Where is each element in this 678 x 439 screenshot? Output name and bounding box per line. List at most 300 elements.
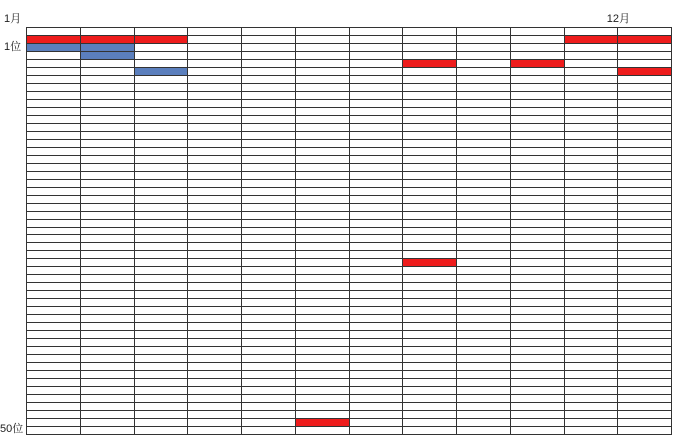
ranking-cell	[188, 108, 242, 116]
ranking-cell	[296, 331, 350, 339]
ranking-cell	[511, 299, 565, 307]
ranking-cell	[457, 132, 511, 140]
ranking-cell	[565, 323, 619, 331]
ranking-cell	[350, 116, 404, 124]
ranking-cell	[296, 395, 350, 403]
ranking-cell	[403, 235, 457, 243]
ranking-cell	[618, 275, 672, 283]
ranking-cell	[81, 76, 135, 84]
ranking-cell	[457, 307, 511, 315]
ranking-cell	[27, 379, 81, 387]
ranking-cell	[81, 84, 135, 92]
ranking-cell	[618, 315, 672, 323]
ranking-cell	[188, 52, 242, 60]
ranking-cell	[618, 228, 672, 236]
ranking-cell	[403, 403, 457, 411]
ranking-cell	[403, 164, 457, 172]
ranking-cell	[403, 259, 457, 267]
ranking-cell	[350, 259, 404, 267]
ranking-cell	[618, 411, 672, 419]
ranking-cell	[565, 283, 619, 291]
ranking-cell	[565, 156, 619, 164]
ranking-cell	[296, 347, 350, 355]
ranking-cell	[350, 315, 404, 323]
ranking-cell	[457, 36, 511, 44]
ranking-cell	[457, 251, 511, 259]
ranking-cell	[27, 68, 81, 76]
ranking-cell	[511, 180, 565, 188]
ranking-cell	[296, 204, 350, 212]
ranking-cell	[350, 403, 404, 411]
ranking-cell	[27, 52, 81, 60]
ranking-cell	[81, 275, 135, 283]
ranking-cell	[511, 315, 565, 323]
ranking-cell	[511, 347, 565, 355]
ranking-cell	[350, 220, 404, 228]
month-header-cell	[296, 28, 350, 36]
ranking-cell	[511, 76, 565, 84]
ranking-cell	[511, 100, 565, 108]
ranking-cell	[242, 251, 296, 259]
ranking-cell	[296, 100, 350, 108]
ranking-cell	[296, 299, 350, 307]
ranking-cell	[403, 331, 457, 339]
ranking-cell	[188, 180, 242, 188]
ranking-cell	[242, 371, 296, 379]
ranking-cell	[135, 92, 189, 100]
ranking-cell	[565, 196, 619, 204]
ranking-cell	[135, 52, 189, 60]
ranking-cell	[188, 395, 242, 403]
ranking-cell	[457, 315, 511, 323]
ranking-cell	[242, 188, 296, 196]
ranking-cell	[457, 419, 511, 427]
ranking-cell	[403, 156, 457, 164]
month-header-cell	[188, 28, 242, 36]
ranking-cell	[296, 116, 350, 124]
ranking-cell	[457, 52, 511, 60]
ranking-cell	[296, 196, 350, 204]
ranking-cell	[565, 116, 619, 124]
ranking-cell	[242, 36, 296, 44]
ranking-cell	[242, 148, 296, 156]
ranking-cell	[618, 371, 672, 379]
ranking-cell	[188, 36, 242, 44]
ranking-cell	[27, 243, 81, 251]
ranking-cell	[457, 339, 511, 347]
ranking-cell	[242, 307, 296, 315]
ranking-cell	[403, 220, 457, 228]
ranking-cell	[511, 403, 565, 411]
ranking-cell	[511, 251, 565, 259]
ranking-cell	[565, 132, 619, 140]
ranking-cell	[457, 347, 511, 355]
ranking-cell	[296, 148, 350, 156]
ranking-cell	[350, 323, 404, 331]
ranking-cell	[403, 36, 457, 44]
ranking-cell	[618, 259, 672, 267]
ranking-cell	[81, 100, 135, 108]
ranking-cell	[188, 347, 242, 355]
ranking-cell	[618, 92, 672, 100]
ranking-cell	[350, 411, 404, 419]
ranking-cell	[565, 52, 619, 60]
ranking-cell	[81, 379, 135, 387]
ranking-cell	[242, 212, 296, 220]
ranking-cell	[565, 220, 619, 228]
ranking-cell	[296, 52, 350, 60]
ranking-cell	[27, 291, 81, 299]
ranking-cell	[350, 108, 404, 116]
ranking-cell	[135, 44, 189, 52]
ranking-cell	[296, 355, 350, 363]
ranking-cell	[242, 44, 296, 52]
ranking-cell	[135, 259, 189, 267]
ranking-cell	[188, 140, 242, 148]
ranking-cell	[403, 323, 457, 331]
ranking-cell	[135, 188, 189, 196]
ranking-cell	[565, 76, 619, 84]
ranking-cell	[350, 347, 404, 355]
ranking-cell	[188, 196, 242, 204]
ranking-cell	[511, 220, 565, 228]
ranking-cell	[81, 52, 135, 60]
ranking-cell	[188, 259, 242, 267]
ranking-cell	[511, 243, 565, 251]
ranking-cell	[457, 267, 511, 275]
ranking-cell	[511, 259, 565, 267]
ranking-cell	[457, 164, 511, 172]
ranking-cell	[242, 323, 296, 331]
ranking-cell	[242, 427, 296, 435]
ranking-cell	[565, 363, 619, 371]
ranking-cell	[565, 180, 619, 188]
ranking-cell	[565, 228, 619, 236]
ranking-cell	[618, 100, 672, 108]
ranking-cell	[457, 243, 511, 251]
ranking-cell	[350, 156, 404, 164]
ranking-cell	[403, 132, 457, 140]
ranking-cell	[242, 379, 296, 387]
ranking-cell	[27, 140, 81, 148]
ranking-cell	[81, 363, 135, 371]
ranking-cell	[81, 124, 135, 132]
ranking-cell	[27, 371, 81, 379]
ranking-cell	[350, 172, 404, 180]
ranking-cell	[135, 196, 189, 204]
ranking-cell	[188, 427, 242, 435]
ranking-cell	[135, 307, 189, 315]
ranking-cell	[135, 140, 189, 148]
ranking-cell	[457, 220, 511, 228]
ranking-cell	[457, 108, 511, 116]
ranking-cell	[511, 140, 565, 148]
ranking-cell	[135, 156, 189, 164]
ranking-cell	[81, 68, 135, 76]
ranking-cell	[350, 307, 404, 315]
ranking-cell	[565, 427, 619, 435]
ranking-cell	[135, 60, 189, 68]
ranking-cell	[81, 92, 135, 100]
ranking-cell	[81, 299, 135, 307]
month-header-cell	[27, 28, 81, 36]
ranking-cell	[403, 355, 457, 363]
ranking-cell	[296, 315, 350, 323]
ranking-cell	[27, 403, 81, 411]
ranking-cell	[565, 243, 619, 251]
ranking-cell	[618, 164, 672, 172]
ranking-cell	[350, 291, 404, 299]
month-start-label: 1月	[4, 13, 22, 25]
ranking-cell	[296, 267, 350, 275]
ranking-cell	[296, 172, 350, 180]
ranking-cell	[242, 419, 296, 427]
ranking-cell	[242, 220, 296, 228]
ranking-cell	[511, 283, 565, 291]
ranking-cell	[81, 132, 135, 140]
ranking-cell	[135, 315, 189, 323]
ranking-cell	[27, 108, 81, 116]
ranking-cell	[350, 419, 404, 427]
ranking-cell	[618, 427, 672, 435]
ranking-cell	[27, 36, 81, 44]
ranking-cell	[242, 275, 296, 283]
ranking-cell	[188, 68, 242, 76]
ranking-cell	[565, 275, 619, 283]
ranking-cell	[81, 164, 135, 172]
ranking-cell	[135, 84, 189, 92]
ranking-cell	[350, 283, 404, 291]
ranking-cell	[403, 387, 457, 395]
ranking-cell	[27, 188, 81, 196]
ranking-cell	[81, 140, 135, 148]
ranking-cell	[565, 92, 619, 100]
ranking-cell	[135, 395, 189, 403]
ranking-cell	[135, 148, 189, 156]
ranking-cell	[27, 164, 81, 172]
ranking-cell	[565, 68, 619, 76]
ranking-cell	[511, 196, 565, 204]
ranking-cell	[457, 379, 511, 387]
ranking-cell	[135, 164, 189, 172]
ranking-cell	[188, 275, 242, 283]
ranking-cell	[27, 259, 81, 267]
ranking-cell	[242, 347, 296, 355]
ranking-cell	[242, 52, 296, 60]
ranking-cell	[242, 204, 296, 212]
ranking-cell	[188, 172, 242, 180]
ranking-cell	[403, 339, 457, 347]
ranking-cell	[188, 204, 242, 212]
ranking-cell	[242, 235, 296, 243]
ranking-cell	[565, 235, 619, 243]
ranking-cell	[511, 267, 565, 275]
ranking-cell	[296, 419, 350, 427]
ranking-cell	[350, 196, 404, 204]
ranking-cell	[618, 220, 672, 228]
month-header-cell	[565, 28, 619, 36]
ranking-cell	[350, 243, 404, 251]
ranking-cell	[457, 124, 511, 132]
ranking-cell	[457, 355, 511, 363]
ranking-cell	[457, 275, 511, 283]
ranking-cell	[403, 427, 457, 435]
ranking-cell	[511, 235, 565, 243]
ranking-cell	[403, 411, 457, 419]
ranking-cell	[511, 323, 565, 331]
ranking-cell	[618, 251, 672, 259]
ranking-cell	[618, 299, 672, 307]
ranking-cell	[27, 84, 81, 92]
ranking-cell	[188, 235, 242, 243]
ranking-cell	[618, 76, 672, 84]
ranking-cell	[296, 220, 350, 228]
ranking-cell	[511, 108, 565, 116]
ranking-cell	[188, 403, 242, 411]
ranking-cell	[188, 411, 242, 419]
ranking-cell	[511, 84, 565, 92]
ranking-cell	[403, 212, 457, 220]
ranking-cell	[27, 323, 81, 331]
ranking-cell	[296, 387, 350, 395]
ranking-cell	[27, 220, 81, 228]
month-header-cell	[511, 28, 565, 36]
ranking-cell	[457, 395, 511, 403]
ranking-cell	[350, 44, 404, 52]
ranking-cell	[242, 100, 296, 108]
ranking-cell	[188, 379, 242, 387]
ranking-cell	[511, 60, 565, 68]
ranking-cell	[296, 180, 350, 188]
ranking-cell	[242, 84, 296, 92]
ranking-cell	[188, 339, 242, 347]
ranking-cell	[511, 44, 565, 52]
ranking-cell	[511, 379, 565, 387]
ranking-cell	[565, 387, 619, 395]
ranking-cell	[618, 212, 672, 220]
ranking-cell	[565, 212, 619, 220]
rank-first-label: 1位	[4, 41, 22, 53]
ranking-cell	[188, 220, 242, 228]
ranking-cell	[135, 427, 189, 435]
ranking-cell	[618, 204, 672, 212]
ranking-cell	[350, 371, 404, 379]
ranking-cell	[135, 379, 189, 387]
ranking-cell	[242, 180, 296, 188]
ranking-cell	[188, 124, 242, 132]
ranking-cell	[135, 355, 189, 363]
ranking-cell	[403, 92, 457, 100]
ranking-cell	[135, 228, 189, 236]
ranking-cell	[565, 339, 619, 347]
ranking-cell	[403, 275, 457, 283]
ranking-cell	[350, 355, 404, 363]
ranking-cell	[457, 44, 511, 52]
ranking-cell	[135, 68, 189, 76]
ranking-cell	[81, 267, 135, 275]
ranking-cell	[403, 371, 457, 379]
ranking-cell	[188, 76, 242, 84]
ranking-cell	[296, 124, 350, 132]
ranking-cell	[403, 307, 457, 315]
ranking-cell	[296, 259, 350, 267]
ranking-cell	[511, 371, 565, 379]
ranking-cell	[296, 132, 350, 140]
month-header-cell	[135, 28, 189, 36]
ranking-cell	[242, 363, 296, 371]
ranking-cell	[296, 108, 350, 116]
ranking-cell	[242, 267, 296, 275]
ranking-cell	[296, 371, 350, 379]
ranking-cell	[457, 140, 511, 148]
ranking-cell	[618, 124, 672, 132]
ranking-cell	[188, 100, 242, 108]
ranking-cell	[188, 419, 242, 427]
ranking-cell	[296, 60, 350, 68]
ranking-table	[26, 27, 672, 435]
ranking-cell	[565, 84, 619, 92]
month-header-cell	[403, 28, 457, 36]
ranking-cell	[565, 60, 619, 68]
ranking-cell	[81, 204, 135, 212]
ranking-cell	[511, 363, 565, 371]
ranking-cell	[565, 164, 619, 172]
ranking-cell	[618, 196, 672, 204]
ranking-cell	[81, 108, 135, 116]
ranking-cell	[135, 212, 189, 220]
ranking-cell	[350, 235, 404, 243]
ranking-cell	[511, 387, 565, 395]
ranking-cell	[188, 116, 242, 124]
ranking-cell	[81, 331, 135, 339]
ranking-cell	[403, 52, 457, 60]
ranking-cell	[618, 339, 672, 347]
ranking-cell	[135, 172, 189, 180]
ranking-cell	[565, 315, 619, 323]
ranking-cell	[296, 235, 350, 243]
ranking-cell	[27, 411, 81, 419]
ranking-cell	[565, 140, 619, 148]
ranking-cell	[296, 228, 350, 236]
ranking-cell	[457, 411, 511, 419]
ranking-cell	[511, 132, 565, 140]
ranking-cell	[457, 172, 511, 180]
ranking-cell	[81, 235, 135, 243]
ranking-cell	[565, 291, 619, 299]
ranking-cell	[350, 204, 404, 212]
ranking-cell	[511, 164, 565, 172]
ranking-cell	[618, 243, 672, 251]
ranking-cell	[135, 235, 189, 243]
ranking-cell	[457, 116, 511, 124]
ranking-cell	[27, 339, 81, 347]
ranking-cell	[403, 419, 457, 427]
ranking-cell	[27, 355, 81, 363]
ranking-cell	[135, 275, 189, 283]
ranking-cell	[242, 172, 296, 180]
ranking-cell	[242, 403, 296, 411]
ranking-cell	[27, 307, 81, 315]
ranking-cell	[565, 403, 619, 411]
ranking-cell	[135, 299, 189, 307]
month-header-cell	[457, 28, 511, 36]
ranking-cell	[350, 148, 404, 156]
ranking-cell	[135, 116, 189, 124]
month-header-cell	[618, 28, 672, 36]
ranking-cell	[565, 108, 619, 116]
ranking-cell	[457, 76, 511, 84]
ranking-cell	[242, 60, 296, 68]
